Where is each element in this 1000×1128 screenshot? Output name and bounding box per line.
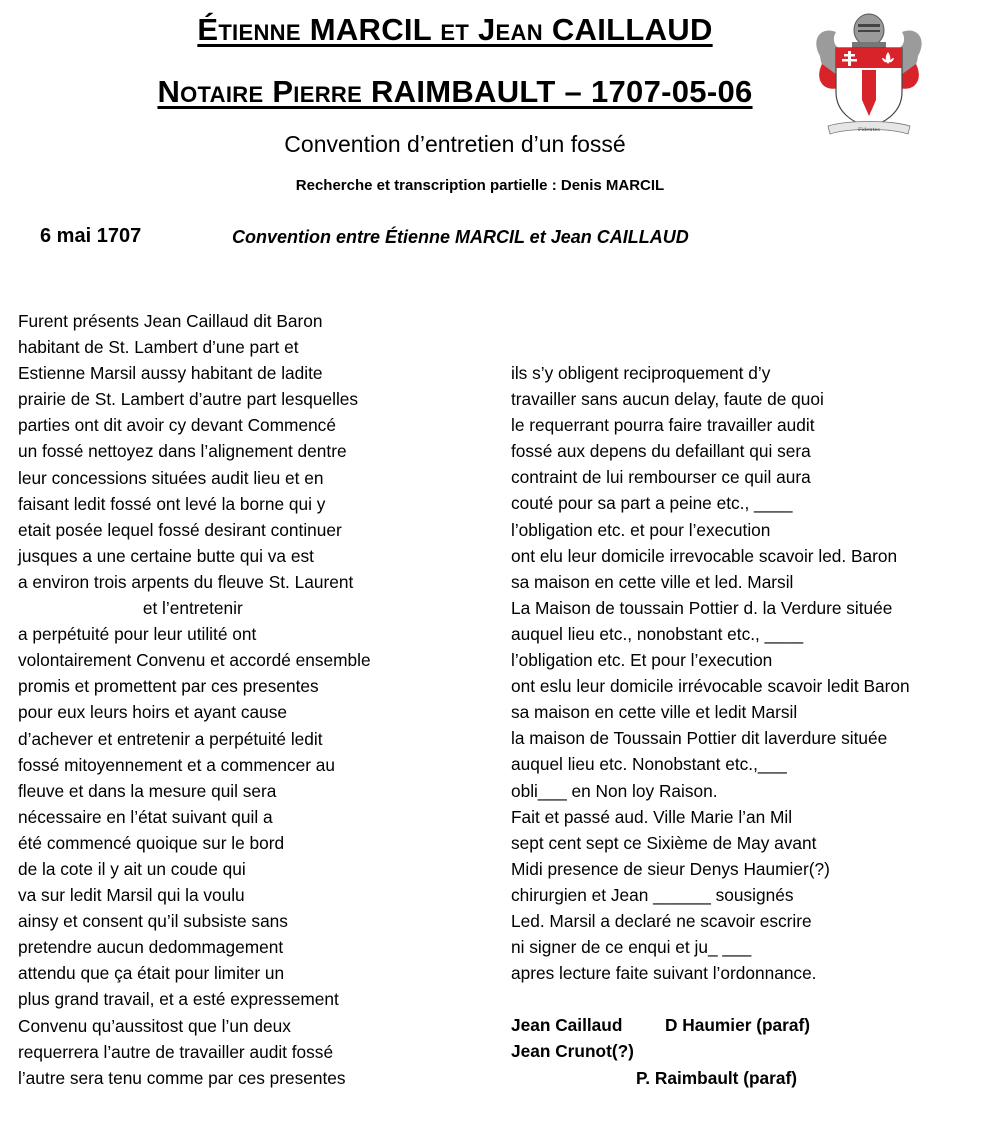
coat-of-arms-icon [808, 8, 930, 138]
signature-caillaud: Jean Caillaud [511, 1015, 623, 1035]
document-title-names: Étienne MARCIL et Jean CAILLAUD [197, 12, 713, 47]
text-line: ni signer de ce enqui et ju_ ___ [511, 937, 752, 958]
transcription-left-column [18, 308, 488, 1091]
text-line: attendu que ça était pour limiter un [18, 963, 285, 984]
text-line: a environ trois arpents du fleuve St. Laurent [18, 571, 354, 592]
text-line: auquel lieu etc. Nonobstant etc.,___ [511, 754, 787, 775]
text-line: ont eslu leur domicile irrévocable scavoir ledit Baron [511, 676, 910, 697]
text-line: pour eux leurs hoirs et ayant cause [18, 702, 287, 723]
text-line: et l’entretenir [18, 598, 243, 619]
text-line: le requerrant pourra faire travailler audit [511, 415, 815, 436]
text-line: Furent présents Jean Caillaud dit Baron [18, 311, 323, 331]
text-line: faisant ledit fossé ont levé la borne qui y [18, 493, 326, 514]
document-subtitle: Convention d’entretien d’un fossé [284, 131, 626, 157]
text-line: fossé mitoyennement et a commencer au [18, 754, 335, 775]
signature-raimbault: P. Raimbault (paraf) [636, 1068, 798, 1088]
text-line: fossé aux depens du defaillant qui sera [511, 441, 811, 462]
text-line: ainsy et consent qu’il subsiste sans [18, 911, 288, 932]
text-line: d’achever et entretenir a perpétuité ledit [18, 728, 323, 749]
text-line: un fossé nettoyez dans l’alignement dentre [18, 441, 347, 462]
text-line: Estienne Marsil aussy habitant de ladite [18, 363, 323, 384]
text-line: etait posée lequel fossé desirant continuer [18, 519, 342, 540]
document-title-notary: Notaire Pierre RAIMBAULT – 1707-05-06 [157, 74, 753, 109]
text-line: sa maison en cette ville et ledit Marsil [511, 702, 798, 723]
signature-crunot: Jean Crunot(?) [511, 1041, 634, 1061]
text-line: chirurgien et Jean ______ sousignés [511, 884, 794, 905]
text-line: habitant de St. Lambert d’une part et [18, 337, 299, 358]
text-line: parties ont dit avoir cy devant Commencé [18, 415, 336, 436]
text-line: sa maison en cette ville et led. Marsil [511, 571, 794, 592]
text-line: auquel lieu etc., nonobstant etc., ____ [511, 623, 804, 644]
text-line: ont elu leur domicile irrevocable scavoir led. Baron [511, 545, 898, 566]
signature-haumier: D Haumier (paraf) [665, 1015, 811, 1035]
research-credit: Recherche et transcription partielle : Denis MARCIL [295, 177, 665, 194]
text-line: été commencé quoique sur le bord [18, 832, 285, 853]
text-line: apres lecture faite suivant l’ordonnance. [511, 963, 817, 984]
text-line: sept cent sept ce Sixième de May avant [511, 832, 817, 853]
crest-motto: Fidentes [858, 127, 880, 133]
text-line: Led. Marsil a declaré ne scavoir escrire [511, 910, 812, 931]
text-line: contraint de lui rembourser ce quil aura [511, 467, 811, 488]
text-line: La Maison de toussain Pottier d. la Verdure située [511, 597, 893, 618]
text-line: l’obligation etc. Et pour l’execution [511, 650, 773, 671]
text-line: volontairement Convenu et accordé ensemble [18, 650, 371, 671]
text-line: prairie de St. Lambert d’autre part lesquelles [18, 389, 359, 410]
text-line: couté pour sa part a peine etc., ____ [511, 493, 793, 514]
text-line: Fait et passé aud. Ville Marie l’an Mil [511, 806, 793, 827]
text-line: fleuve et dans la mesure quil sera [18, 780, 277, 801]
text-line: l’obligation etc. et pour l’execution [511, 519, 771, 540]
text-line: la maison de Toussain Pottier dit laverdure située [511, 728, 888, 749]
text-line: pretendre aucun dedommagement [18, 937, 284, 958]
entry-title: Convention entre Étienne MARCIL et Jean CAILLAUD [232, 227, 689, 247]
text-line: nécessaire en l’état suivant quil a [18, 806, 273, 827]
text-line: requerrera l’autre de travailler audit fossé [18, 1041, 334, 1062]
text-line: ils s’y obligent reciproquement d’y [511, 363, 771, 383]
text-line: travailler sans aucun delay, faute de quoi [511, 389, 824, 410]
text-line: promis et promettent par ces presentes [18, 676, 319, 697]
text-line: de la cote il y ait un coude qui [18, 858, 246, 879]
entry-date: 6 mai 1707 [40, 225, 142, 247]
text-line: Convenu qu’aussitost que l’un deux [18, 1015, 291, 1036]
text-line: va sur ledit Marsil qui la voulu [18, 885, 245, 906]
text-line: leur concessions situées audit lieu et en [18, 467, 324, 488]
transcription-right-column [511, 360, 991, 986]
text-line: a perpétuité pour leur utilité ont [18, 624, 257, 645]
text-line: obli___ en Non loy Raison. [511, 780, 718, 801]
text-line: plus grand travail, et a esté expressement [18, 989, 339, 1010]
text-line: jusques a une certaine butte qui va est [18, 545, 314, 566]
text-line: l’autre sera tenu comme par ces presentes [18, 1067, 346, 1088]
text-line: Midi presence de sieur Denys Haumier(?) [511, 858, 830, 879]
